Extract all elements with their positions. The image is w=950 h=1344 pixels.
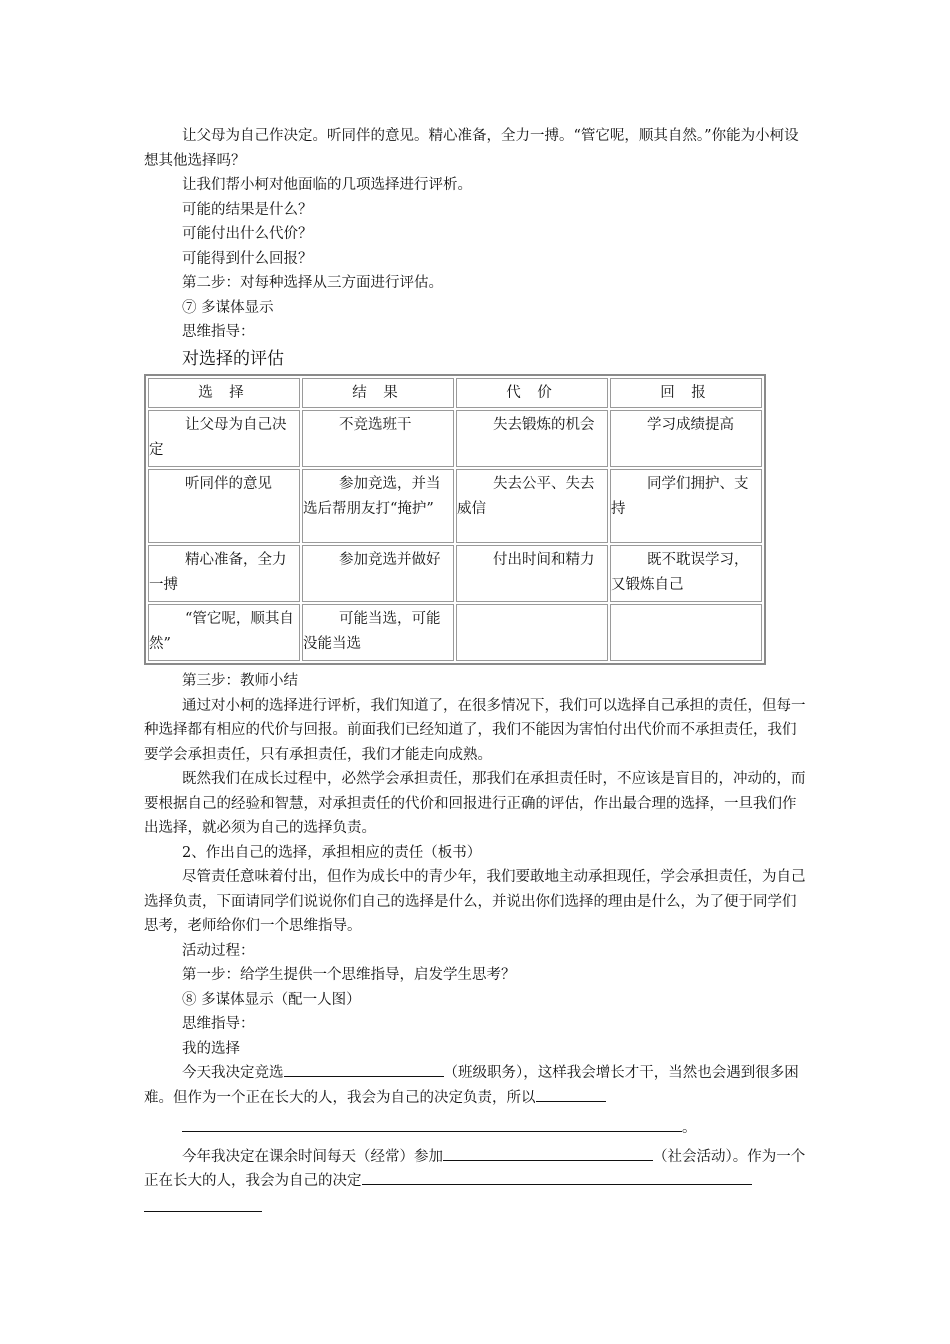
multimedia-7: ⑦ 多谋体显示: [182, 299, 274, 316]
table-cell: [610, 604, 762, 661]
table-title: 对选择的评估: [182, 348, 284, 369]
table-cell: 听同伴的意见: [148, 469, 300, 543]
header-reward: 回 报: [610, 378, 762, 409]
header-cost: 代 价: [456, 378, 608, 409]
fill1-before: 今天我决定竞选: [182, 1065, 284, 1081]
header-choice: 选 择: [148, 378, 300, 409]
header-result: 结 果: [302, 378, 454, 409]
fill-paragraph-2: [144, 1145, 808, 1194]
decision-blank[interactable]: [362, 1170, 752, 1185]
fill-paragraph-2-line2: [144, 1196, 808, 1221]
evaluation-table: [144, 374, 766, 666]
table-header-row: [148, 378, 762, 409]
fill-paragraph-1: [144, 1061, 808, 1110]
activity-blank[interactable]: [443, 1146, 653, 1161]
document-page: [144, 124, 808, 1220]
fill1-end: 。: [682, 1120, 697, 1136]
fill2-before: 今年我决定在课余时间每天（经常）参加: [182, 1148, 443, 1165]
step-two: 第二步：对每种选择从三方面进行评估。: [182, 275, 443, 291]
paragraph-summary-2: 既然我们在成长过程中，必然学会承担责任，那我们在承担责任时，不应该是盲目的，冲动的，而要根据自己的经验和智慧，对承担责任的代价和回报进行正确的评估，作出最合理的选择，一旦我们作出选择，就必须为自己的选择负责。: [144, 771, 806, 836]
paragraph-analysis: 让我们帮小柯对他面临的几项选择进行评析。: [182, 177, 472, 193]
fill-paragraph-1-line2: [144, 1116, 808, 1141]
table-cell: 不竞选班干: [302, 410, 454, 467]
step-three: 第三步：教师小结: [182, 673, 298, 689]
table-cell: 失去锻炼的机会: [456, 410, 608, 467]
table-cell: 可能当选，可能没能当选: [302, 604, 454, 661]
table-cell: 让父母为自己决定: [148, 410, 300, 467]
table-row: [148, 604, 762, 661]
decision-blank-continued[interactable]: [144, 1197, 262, 1212]
table-cell: 付出时间和精力: [456, 545, 608, 602]
consequence-blank[interactable]: [536, 1087, 606, 1102]
table-cell: 失去公平、失去威信: [456, 469, 608, 543]
my-choice-heading: 我的选择: [182, 1040, 240, 1057]
table-row: [148, 469, 762, 543]
position-blank[interactable]: [284, 1062, 444, 1077]
question-cost: 可能付出什么代价？: [182, 226, 313, 242]
paragraph-responsibility: 尽管责任意味着付出，但作为成长中的青少年，我们要敢地主动承担现任，学会承担责任，为自己选择负责，下面请同学们说说你们自己的选择是什么，并说出你们选择的理由是什么，为了便于同学们思考，老师给你们一个思维指导。: [144, 869, 806, 934]
table-cell: 精心准备，全力一搏: [148, 545, 300, 602]
table-row: [148, 545, 762, 602]
table-cell: 学习成绩提高: [610, 410, 762, 467]
table-cell: [456, 604, 608, 661]
table-cell: 参加竞选，并当选后帮朋友打“掩护”: [302, 469, 454, 543]
thinking-guide-2: 思维指导：: [182, 1016, 255, 1032]
paragraph-summary-1: 通过对小柯的选择进行评析，我们知道了，在很多情况下，我们可以选择自己承担的责任，但每一种选择都有相应的代价与回报。前面我们已经知道了，我们不能因为害怕付出代价而不承担责任，我们要学会承担责任，只有承担责任，我们才能走向成熟。: [144, 697, 806, 763]
multimedia-8: ⑧ 多谋体显示（配一人图）: [182, 991, 361, 1008]
question-reward: 可能得到什么回报？: [182, 250, 313, 267]
step-one: 第一步：给学生提供一个思维指导，启发学生思考？: [182, 967, 516, 983]
table-cell: 参加竞选并做好: [302, 545, 454, 602]
paragraph-choices: 让父母为自己作决定。听同伴的意见。精心准备，全力一搏。“管它呢，顺其自然。”你能为小柯设想其他选择吗？: [144, 128, 799, 169]
table-row: [148, 410, 762, 467]
thinking-guide-1: 思维指导：: [182, 324, 255, 340]
table-cell: 同学们拥护、支持: [610, 469, 762, 543]
activity-process: 活动过程：: [182, 942, 255, 959]
table-cell: 既不耽误学习，又锻炼自己: [610, 545, 762, 602]
question-result: 可能的结果是什么？: [182, 201, 313, 218]
fill2-middle: （社会活动）。作为一个正在长大的人，我会为自己的决定: [144, 1148, 806, 1189]
table-cell: “管它呢，顺其自然”: [148, 604, 300, 661]
consequence-blank-continued[interactable]: [182, 1117, 682, 1132]
section-heading-2: 2、作出自己的选择，承担相应的责任（板书）: [182, 844, 482, 861]
fill1-middle: （班级职务），这样我会增长才干，当然也会遇到很多困难。但作为一个正在长大的人，我会为自己的决定负责，所以: [144, 1065, 799, 1106]
